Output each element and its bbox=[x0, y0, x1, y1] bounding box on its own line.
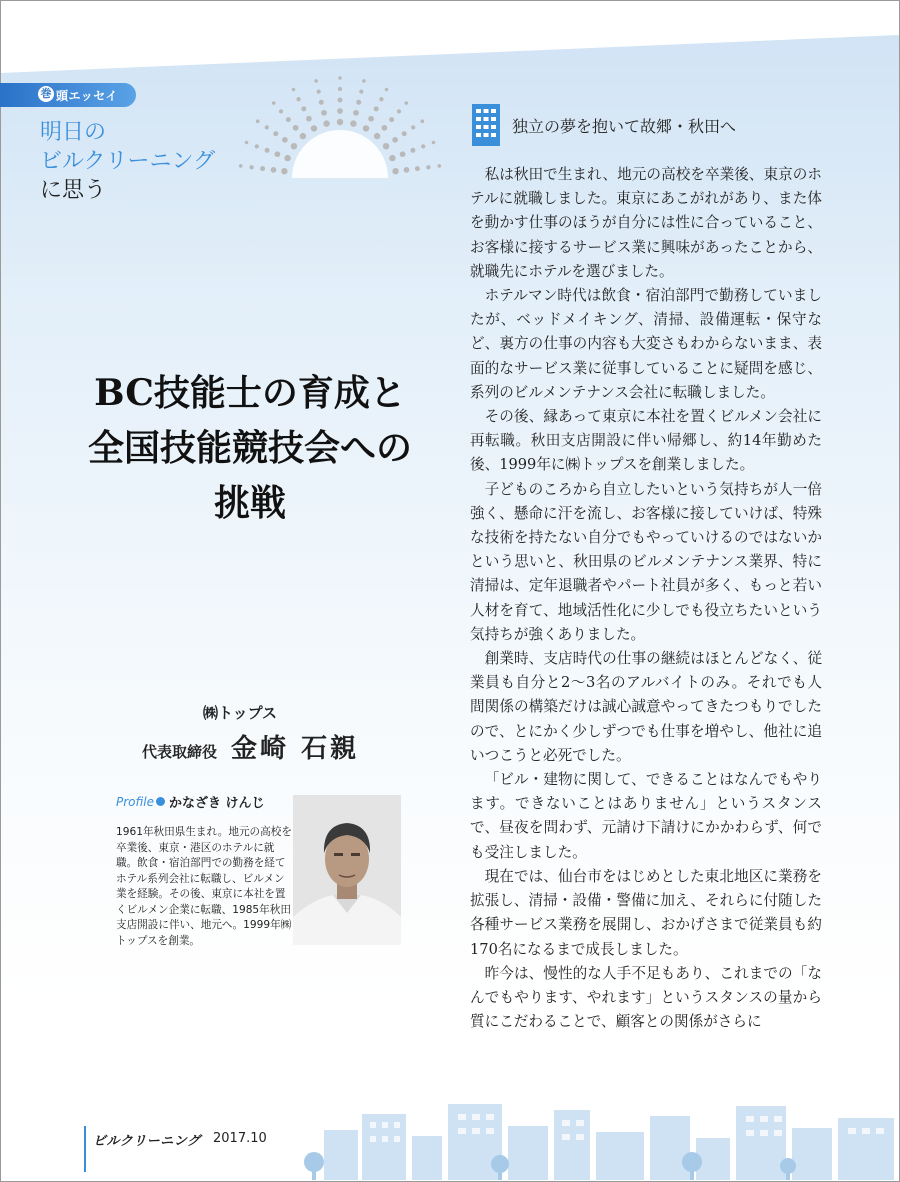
body-paragraph: 昨今は、慢性的な人手不足もあり、これまでの「なんでもやります、やれます」というスタンスの量から質にこだわることで、顧客との関係がさらに bbox=[470, 964, 822, 1031]
article-title-line2: 全国技能競技会への bbox=[87, 427, 412, 469]
badge-mark: 巻 bbox=[38, 86, 54, 102]
footer-rule bbox=[84, 1126, 86, 1172]
article-title bbox=[60, 366, 440, 531]
badge-label: 頭エッセイ bbox=[56, 88, 118, 103]
profile-label: Profile bbox=[116, 794, 154, 809]
series-title bbox=[40, 118, 215, 205]
body-paragraph: 子どものころから自立したいという気持ちが人一倍強く、懸命に汗を流し、お客様に接していけば、特殊な技術を持たない自分でもやっていけるのではないかという思いと、秋田県のビルメンテナンス業界、特に清掃は、定年退職者やパート社員が多く、もっと若い人材を育て、地域活性化に少しでも役立ちたいという気持ちが強くありました。 bbox=[470, 480, 822, 643]
article-body bbox=[470, 163, 822, 1034]
article-title-line3: 挑戦 bbox=[213, 482, 286, 524]
series-title-line1: 明日の bbox=[40, 120, 107, 145]
body-paragraph: 「ビル・建物に関して、できることはなんでもやります。できないことはありません」というスタンスで、昼夜を問わず、元請け下請けにかかわらず、何でも受注しました。 bbox=[470, 771, 822, 861]
footer-issue-date: 2017.10 bbox=[213, 1131, 267, 1146]
body-paragraph: 私は秋田で生まれ、地元の高校を卒業後、東京のホテルに就職しました。東京にあこがれがあり、また体を動かす仕事のほうが自分には性に合っていること、お客様に接するサービス業に興味があったことから、就職先にホテルを選びました。 bbox=[470, 166, 822, 280]
cityscape-icon bbox=[300, 1096, 898, 1180]
portrait-photo bbox=[293, 795, 401, 945]
sunburst-icon bbox=[230, 58, 450, 178]
profile-text: 1961年秋田県生まれ。地元の高校を卒業後、東京・港区のホテルに就職。飲食・宿泊部門での勤務を経てホテル系列会社に転職し、ビルメン業を経験。その後、東京に本社を置くビルメン企業に転職、1985年秋田支店開設に伴い、地元へ。1999年㈱トップスを創業。 bbox=[116, 826, 292, 947]
body-paragraph: 現在では、仙台市をはじめとした東北地区に業務を拡張し、清掃・設備・警備に加え、それらに付随した各種サービス業務を展開し、おかげさまで従業員も約170名になるまで成長しました。 bbox=[470, 867, 822, 958]
building-icon bbox=[472, 104, 500, 146]
profile-heading bbox=[116, 792, 296, 811]
article-title-line1: BC技能士の育成と bbox=[94, 372, 406, 414]
series-title-line3: に思う bbox=[40, 178, 107, 203]
series-badge bbox=[0, 83, 136, 107]
company-name: ㈱トップス bbox=[203, 704, 277, 722]
author-name: 金崎 石親 bbox=[231, 734, 360, 764]
footer-magazine-name: ビルクリーニング bbox=[93, 1134, 201, 1149]
author-line bbox=[142, 728, 359, 765]
body-paragraph: 創業時、支店時代の仕事の継続はほとんどなく、従業員も自分と2～3名のアルバイトのみ。それでも人間関係の構築だけは誠心誠意やってきたつもりでしたので、とにかく少しずつでも仕事を増やし、他社に追いつこうと必死でした。 bbox=[470, 650, 822, 764]
author-role: 代表取締役 bbox=[142, 743, 218, 761]
section-heading-label: 独立の夢を抱いて故郷・秋田へ bbox=[512, 116, 737, 136]
profile-dot-icon bbox=[156, 797, 165, 806]
series-title-line2: ビルクリーニング bbox=[40, 149, 216, 174]
section-heading bbox=[472, 104, 736, 146]
body-paragraph: その後、縁あって東京に本社を置くビルメン会社に再転職。秋田支店開設に伴い帰郷し、約14年勤めた後、1999年に㈱トップスを創業しました。 bbox=[470, 408, 822, 474]
body-paragraph: ホテルマン時代は飲食・宿泊部門で勤務していましたが、ベッドメイキング、清掃、設備運転・保守など、裏方の仕事の内容も大変さもわからないまま、表面的なサービス業に従事していることに疑問を感じ、系列のビルメンテナンス会社に転職しました。 bbox=[470, 287, 822, 401]
profile-name-reading: かなざき けんじ bbox=[168, 796, 265, 811]
